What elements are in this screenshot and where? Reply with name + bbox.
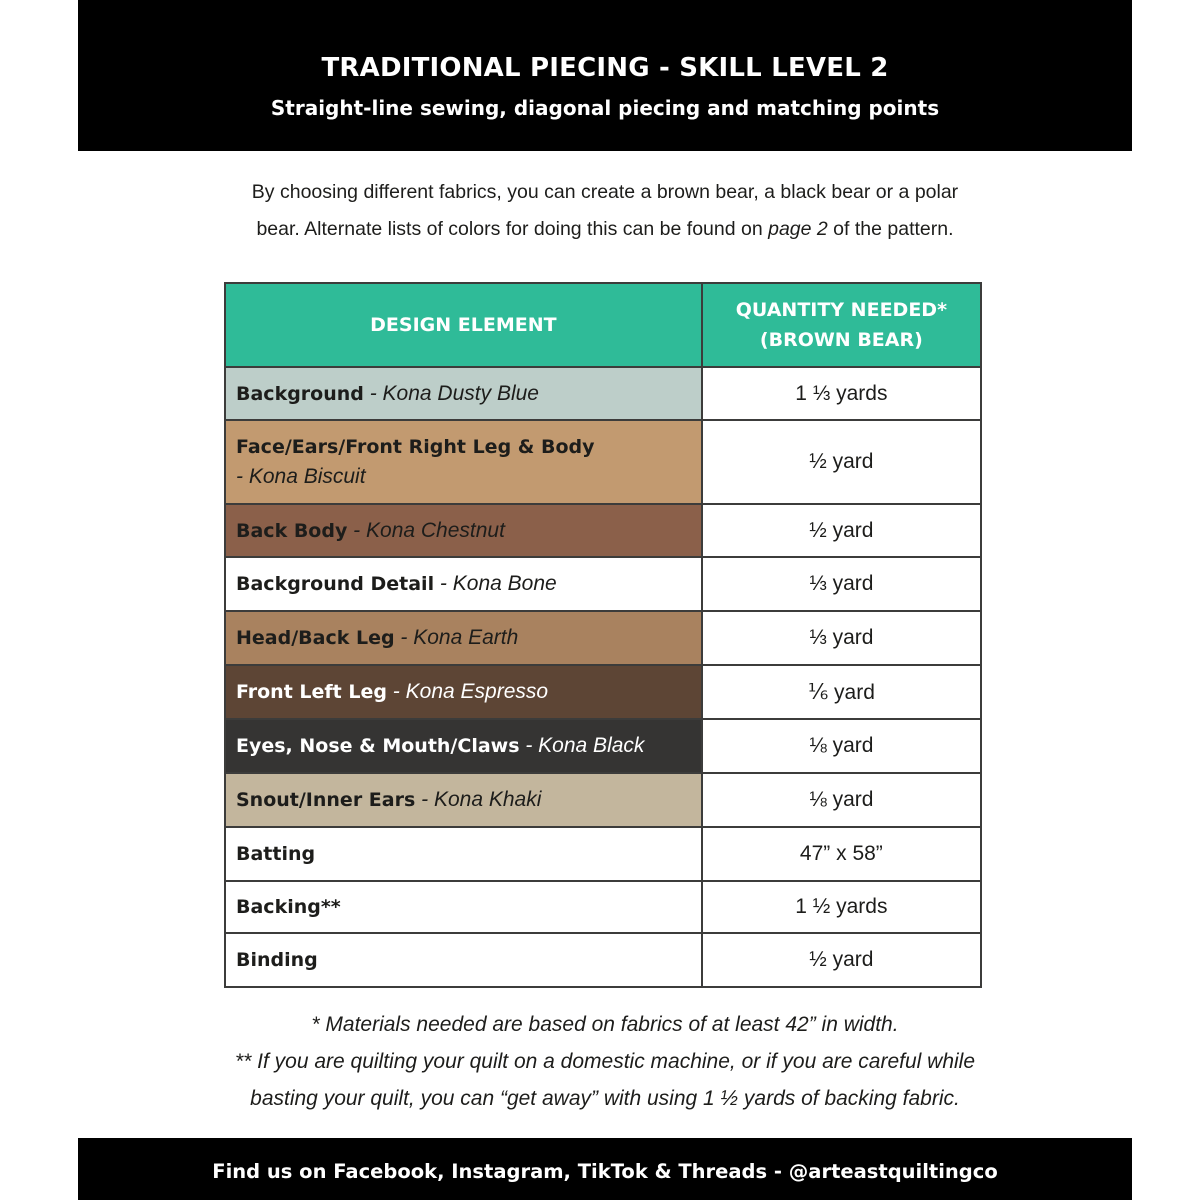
intro-line-1: By choosing different fabrics, you can create a brown bear, a black bear or a polar <box>251 181 959 203</box>
fabric-name: - Kona Khaki <box>415 788 542 811</box>
intro-paragraph <box>140 174 1070 248</box>
fabric-name: - Kona Biscuit <box>236 465 366 488</box>
table-row <box>225 557 981 611</box>
table-row <box>225 665 981 719</box>
footnote-1: * Materials needed are based on fabrics of at least 42” in width. <box>311 1013 899 1036</box>
fabric-name: - Kona Espresso <box>386 680 549 703</box>
design-element-cell <box>225 827 702 881</box>
table-row <box>225 611 981 665</box>
design-element-cell <box>225 933 702 987</box>
quantity-header-line-2: (BROWN BEAR) <box>759 329 923 351</box>
table-row <box>225 367 981 420</box>
design-element-cell <box>225 773 702 827</box>
quantity-cell: ⅓ yard <box>702 611 981 665</box>
design-element-name: Background <box>236 382 364 405</box>
footnote-2-line-2: basting your quilt, you can “get away” with using 1 ½ yards of backing fabric. <box>250 1087 960 1110</box>
materials-table-body <box>225 367 981 987</box>
footnote-2-line-1: ** If you are quilting your quilt on a domestic machine, or if you are careful while <box>234 1050 976 1073</box>
quantity-cell: 1 ½ yards <box>702 881 981 933</box>
intro-line-2 <box>140 211 1070 248</box>
quantity-cell: ⅛ yard <box>702 773 981 827</box>
design-element-name: Head/Back Leg <box>236 627 395 649</box>
design-element-name: Batting <box>236 843 316 865</box>
design-element-cell <box>225 557 702 611</box>
design-element-name: Binding <box>236 949 318 971</box>
quantity-cell: ½ yard <box>702 504 981 557</box>
intro-line-2-text: bear. Alternate lists of colors for doing this can be found on <box>256 218 769 240</box>
design-element-cell <box>225 881 702 933</box>
table-row <box>225 827 981 881</box>
design-element-name: Snout/Inner Ears <box>236 789 416 811</box>
quantity-cell: ½ yard <box>702 420 981 504</box>
fabric-name: - Kona Earth <box>394 626 519 649</box>
column-header-quantity <box>702 283 981 367</box>
design-element-cell <box>225 367 702 420</box>
fabric-name: - Kona Dusty Blue <box>363 381 539 405</box>
quantity-cell: ½ yard <box>702 933 981 987</box>
quantity-cell: ⅓ yard <box>702 557 981 611</box>
design-element-name: Front Left Leg <box>236 681 387 703</box>
fabric-name: - Kona Chestnut <box>347 518 505 542</box>
page-title: TRADITIONAL PIECING - SKILL LEVEL 2 <box>321 53 889 83</box>
column-header-design-element: DESIGN ELEMENT <box>225 283 702 367</box>
design-element-name: Backing** <box>236 896 341 918</box>
table-row <box>225 881 981 933</box>
design-element-name: Back Body <box>236 519 348 542</box>
design-element-cell <box>225 420 702 504</box>
design-element-cell <box>225 611 702 665</box>
quantity-header-line-1: QUANTITY NEEDED* <box>735 299 948 321</box>
table-row <box>225 719 981 773</box>
footnotes <box>100 1006 1110 1117</box>
design-element-cell <box>225 719 702 773</box>
quantity-cell: 1 ⅓ yards <box>702 367 981 420</box>
table-row <box>225 773 981 827</box>
quantity-cell: ⅙ yard <box>702 665 981 719</box>
design-element-name: Eyes, Nose & Mouth/Claws <box>236 735 520 757</box>
design-element-name: Face/Ears/Front Right Leg & Body <box>236 436 595 458</box>
design-element-cell <box>225 665 702 719</box>
materials-table <box>224 282 982 988</box>
table-header-row <box>225 283 981 367</box>
table-row <box>225 420 981 504</box>
design-element-name: Background Detail <box>236 573 435 595</box>
fabric-name: - Kona Black <box>519 734 645 757</box>
table-row <box>225 933 981 987</box>
page-subtitle: Straight-line sewing, diagonal piecing and matching points <box>270 96 940 120</box>
page-header <box>78 0 1132 151</box>
social-footer: Find us on Facebook, Instagram, TikTok & Threads - @arteastquiltingco <box>78 1138 1132 1200</box>
intro-line-2-end: of the pattern. <box>827 218 954 240</box>
quantity-cell: 47” x 58” <box>702 827 981 881</box>
design-element-cell <box>225 504 702 557</box>
intro-page-reference: page 2 <box>768 218 828 240</box>
table-row <box>225 504 981 557</box>
fabric-name: - Kona Bone <box>434 572 557 595</box>
quantity-cell: ⅛ yard <box>702 719 981 773</box>
